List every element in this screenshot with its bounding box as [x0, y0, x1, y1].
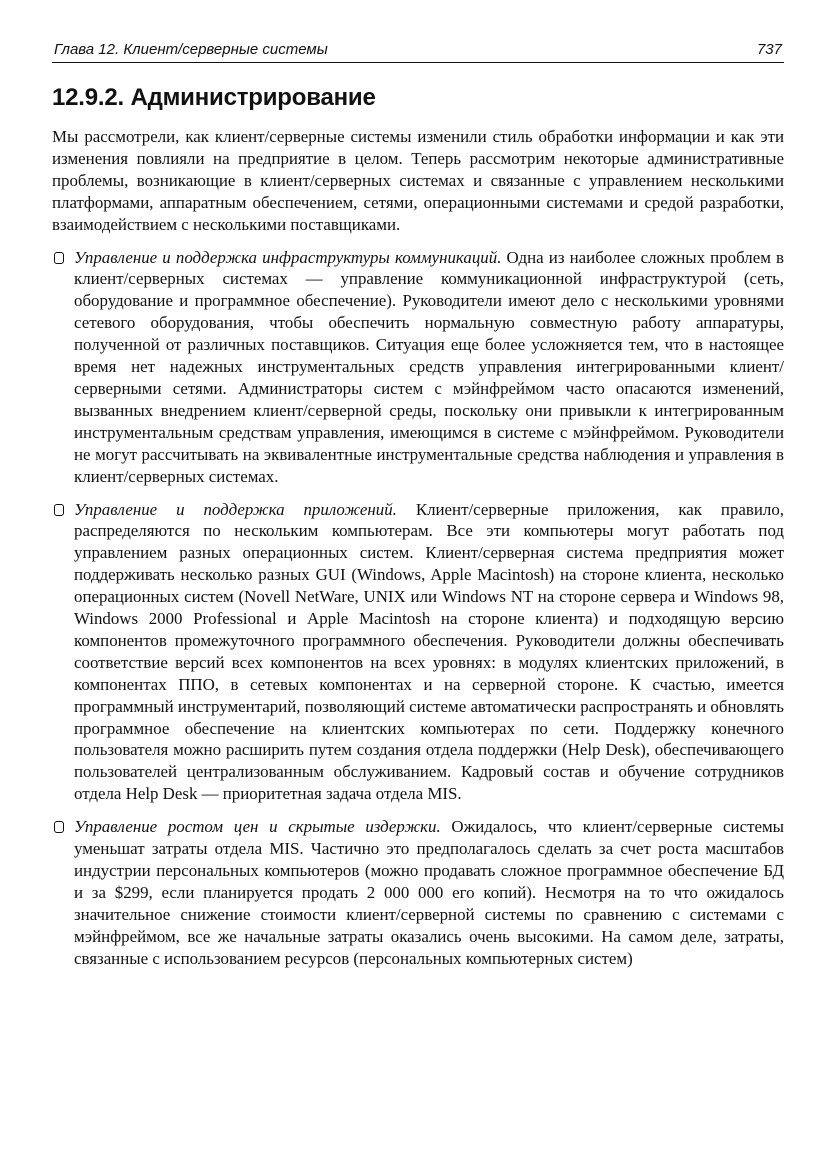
intro-paragraph: Мы рассмотрели, как клиент/серверные системы изменили стиль обработки информации и как эти изменения повлияли на предприятие в целом. Теперь рассмотрим некоторые административные проблемы, возникающие в клиент/серверных системах и связанные с управлением несколькими платформами, аппаратным обеспечением, сетями, операционными системами и средой разработки, взаимодействием с несколькими поставщиками.: [52, 127, 784, 234]
bullet-list: [52, 247, 784, 970]
bullet-lead: Управление и поддержка инфраструктуры коммуникаций.: [74, 247, 502, 267]
chapter-title: Глава 12. Клиент/серверные системы: [54, 41, 328, 58]
square-bullet-icon: [54, 252, 64, 264]
square-bullet-icon: [54, 821, 64, 833]
bullet-item: [52, 816, 784, 969]
bullet-item: [52, 499, 784, 806]
bullet-text: Одна из наиболее сложных проблем в клиент/серверных системах — управление коммуникационной инфраструктурой (сеть, оборудование и программное обеспечение). Руководители имеют дело с несколькими уровнями сетевого оборудования, чтобы обеспечить нормальную совместную работу аппаратуры, полученной от различных поставщиков. Ситуация еще более усложняется тем, что в настоящее время нет надежных инструментальных средств управления интегрированными клиент/серверными сетями. Администраторы систем с мэйнфреймом часто опасаются изменений, вызванных внедрением клиент/серверной среды, поскольку они привыкли к интегрированным инструментальным средствам управления, имеющимся в системе с мэйнфреймом. Руководители не могут рассчитывать на эквивалентные инструментальные средства наблюдения и управления в клиент/серверных системах.: [74, 247, 784, 486]
bullet-text: Клиент/серверные приложения, как правило, распределяются по нескольким компьютерам. Все эти компьютеры могут работать под управлением разных операционных систем. Клиент/серверная система предприятия может поддерживать несколько разных GUI (Windows, Apple Macintosh) на стороне клиента, несколько операционных систем (Novell NetWare, UNIX или Windows NT на стороне сервера и Windows 98, Windows 2000 Professional и Apple Macintosh на стороне клиента) и подходящую версию компонентов промежуточного программного обеспечения. Руководители должны обеспечивать соответствие версий всех компонентов на всех уровнях: в модулях клиентских приложений, в компонентах ППО, в сетевых компонентах и на серверной стороне. К счастью, имеется программный инструментарий, позволяющий системе автоматически распространять и обновлять программное обеспечение на клиентских компьютерах по сети. Поддержку конечного пользователя можно расширить путем создания отдела поддержки (Help Desk), обеспечивающего пользователей централизованным обслуживанием. Кадровый состав и обучение сотрудников отдела Help Desk — приоритетная задача отдела MIS.: [74, 499, 785, 804]
page-body: [52, 126, 784, 981]
page-number: 737: [756, 41, 782, 58]
bullet-item: [52, 247, 784, 488]
bullet-lead: Управление и поддержка приложений.: [74, 499, 397, 519]
section-title: 12.9.2. Администрирование: [52, 84, 376, 111]
bullet-text: Ожидалось, что клиент/серверные системы уменьшат затраты отдела MIS. Частично это предполагалось сделать за счет роста масштабов индустрии персональных компьютеров (можно продавать сложное программное обеспечение БД и за $299, если планируется продать 2 000 000 его копий). Несмотря на то что ожидалось значительное снижение стоимости клиент/серверной системы по сравнению с системами с мэйнфреймом, все же начальные затраты оказались очень высокими. На самом деле, затраты, связанные с использованием ресурсов (персональных компьютерных систем): [74, 817, 784, 968]
running-header: [52, 40, 784, 63]
bullet-lead: Управление ростом цен и скрытые издержки.: [74, 817, 441, 837]
square-bullet-icon: [54, 504, 64, 516]
